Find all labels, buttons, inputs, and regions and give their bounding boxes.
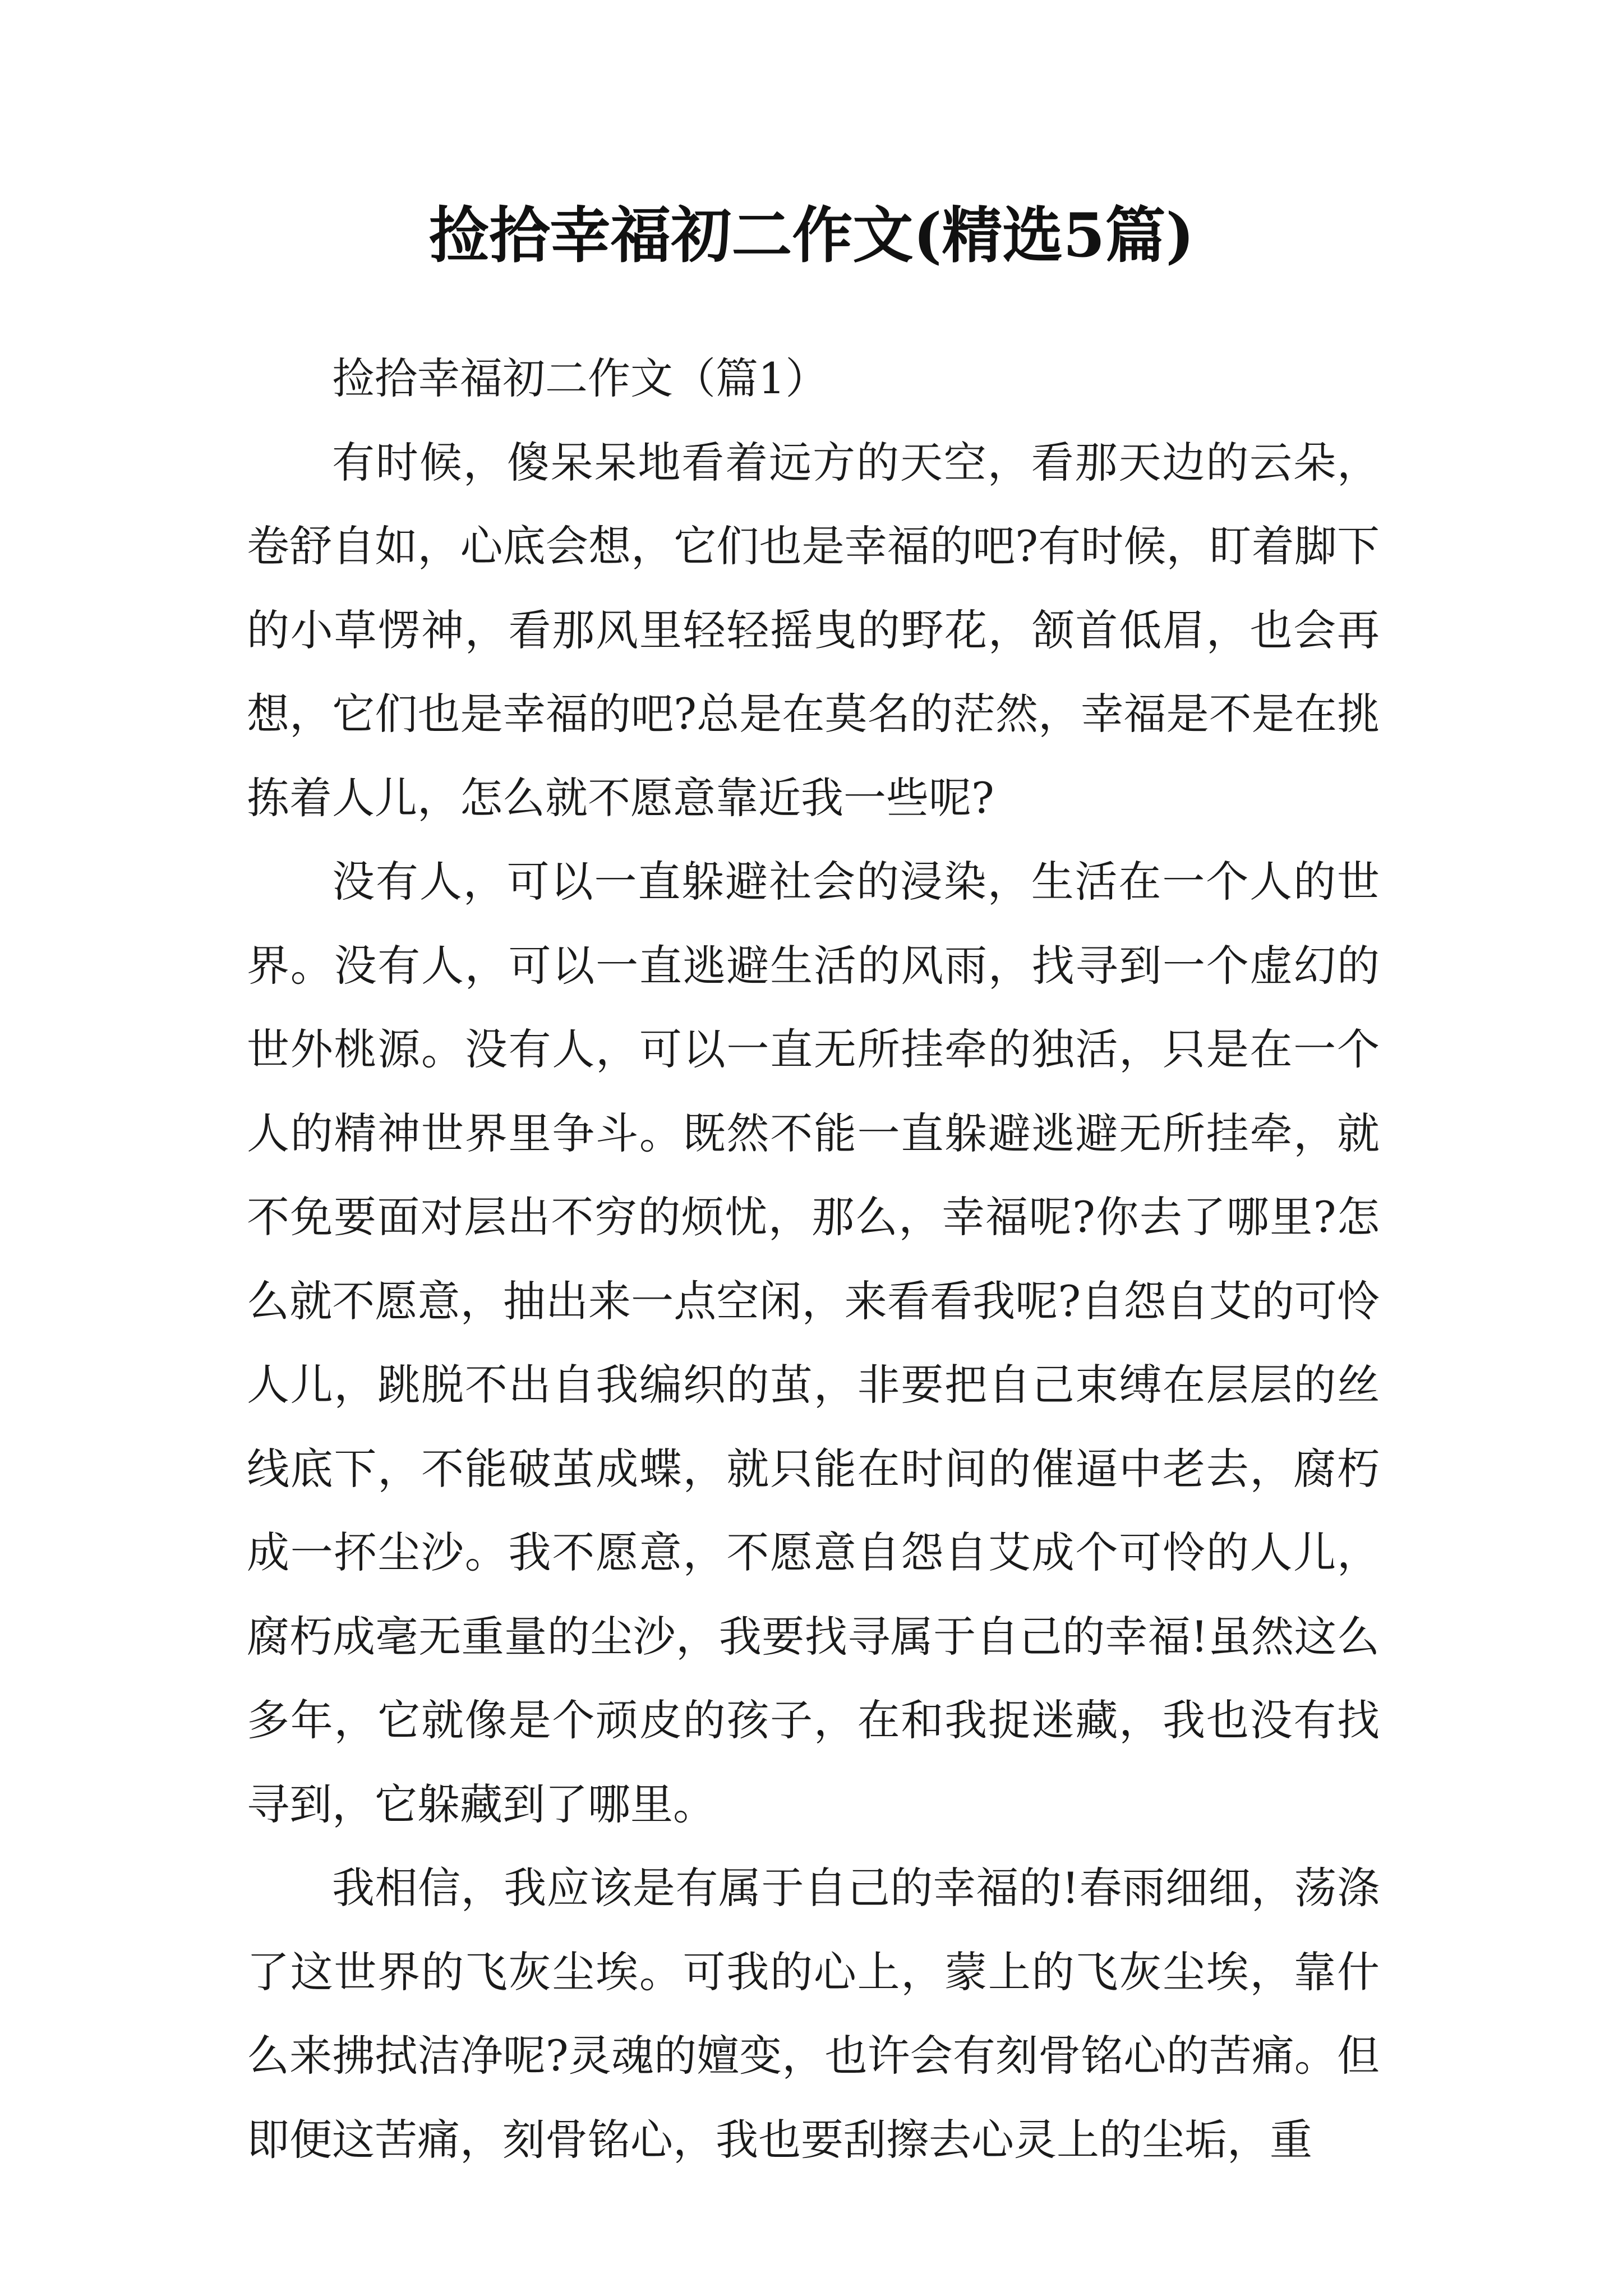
section-heading: 捡拾幸福初二作文（篇1） [332, 353, 828, 403]
paragraph: 有时候，傻呆呆地看着远方的天空，看那天边的云朵，卷舒自如，心底会想，它们也是幸福的吧?有时候，盯着脚下的小草愣神，看那风里轻轻摇曳的野花，颔首低眉，也会再想，它们也是幸福的吧?总是在莫名的茫然，幸福是不是在挑拣着人儿，怎么就不愿意靠近我一些呢? [247, 437, 1380, 823]
document-title: 捡拾幸福初二作文(精选5篇) [428, 200, 1195, 271]
document-body [247, 337, 1380, 2182]
paragraph: 我相信，我应该是有属于自己的幸福的!春雨细细，荡涤了这世界的飞灰尘埃。可我的心上，蒙上的飞灰尘埃，靠什么来拂拭洁净呢?灵魂的嬗变，也许会有刻骨铭心的苦痛。但即便这苦痛，刻骨铭心，我也要刮擦去心灵上的尘垢，重 [247, 1863, 1380, 2165]
paragraph: 没有人，可以一直躲避社会的浸染，生活在一个人的世界。没有人，可以一直逃避生活的风雨，找寻到一个虚幻的世外桃源。没有人，可以一直无所挂牵的独活，只是在一个人的精神世界里争斗。既然不能一直躲避逃避无所挂牵，就不免要面对层出不穷的烦忧，那么，幸福呢?你去了哪里?怎么就不愿意，抽出来一点空闲，来看看我呢?自怨自艾的可怜人儿，跳脱不出自我编织的茧，非要把自己束缚在层层的丝线底下，不能破茧成蝶，就只能在时间的催逼中老去，腐朽成一抔尘沙。我不愿意，不愿意自怨自艾成个可怜的人儿，腐朽成毫无重量的尘沙，我要找寻属于自己的幸福!虽然这么多年，它就像是个顽皮的孩子，在和我捉迷藏，我也没有找寻到，它躲藏到了哪里。 [247, 857, 1380, 1829]
